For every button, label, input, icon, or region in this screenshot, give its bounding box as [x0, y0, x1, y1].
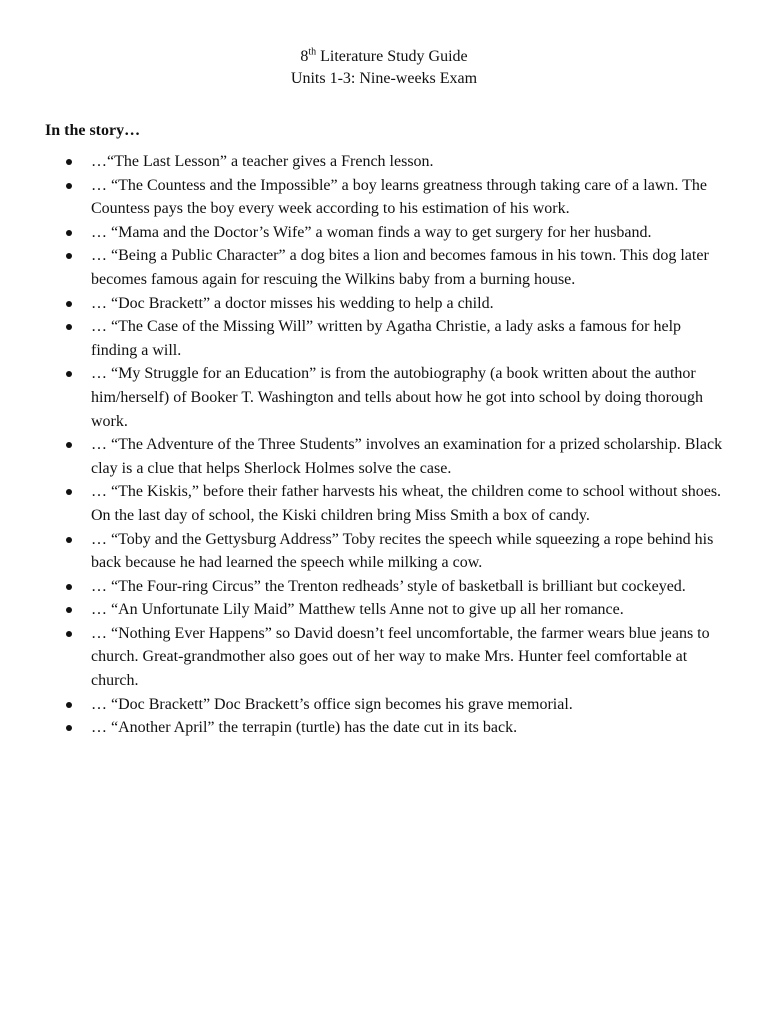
bullet-icon	[66, 725, 72, 731]
bullet-icon	[66, 631, 72, 637]
list-item	[66, 433, 726, 480]
bullet-icon	[66, 442, 72, 448]
list-item	[66, 221, 726, 245]
bullet-icon	[66, 702, 72, 708]
document-subtitle: Units 1-3: Nine-weeks Exam	[290, 70, 478, 87]
list-item	[66, 244, 726, 291]
bullet-icon	[66, 159, 72, 165]
document-header	[0, 46, 768, 90]
list-item	[66, 575, 726, 599]
bullet-list	[66, 150, 726, 740]
list-item-text: … “The Countess and the Impossible” a boy learns greatness through taking care of a lawn. The Countess pays the boy every week according to his estimation of his work.	[91, 176, 707, 218]
title-text: Literature Study Guide	[316, 48, 468, 65]
title-superscript: th	[308, 46, 317, 58]
list-item-text: … “Being a Public Character” a dog bites a lion and becomes famous in his town. This dog later becomes famous again for rescuing the Wilkins baby from a burning house.	[91, 247, 709, 288]
bullet-icon	[66, 489, 72, 495]
list-item	[66, 315, 726, 362]
section-heading: In the story…	[45, 122, 141, 139]
list-item	[66, 598, 726, 622]
title-number: 8	[300, 48, 309, 65]
bullet-icon	[66, 584, 72, 590]
list-item-text: … “The Four-ring Circus” the Trenton redheads’ style of basketball is brilliant but cockeyed.	[91, 577, 686, 595]
list-item-text: … “Nothing Ever Happens” so David doesn’t feel uncomfortable, the farmer wears blue jeans to church. Great-grandmother also goes out of her way to make Mrs. Hunter feel comfortable at church.	[91, 624, 710, 690]
list-item	[66, 716, 726, 740]
list-item-text: … “The Kiskis,” before their father harvests his wheat, the children come to school without shoes. On the last day of school, the Kiski children bring Miss Smith a box of candy.	[91, 483, 722, 524]
list-item-text: … “The Case of the Missing Will” written by Agatha Christie, a lady asks a famous for help finding a will.	[91, 318, 682, 359]
list-item-text: … “Doc Brackett” a doctor misses his wedding to help a child.	[91, 294, 494, 312]
list-item-text: … “The Adventure of the Three Students” involves an examination for a prized scholarship. Black clay is a clue that helps Sherlock Holmes solve the case.	[91, 436, 723, 477]
bullet-icon	[66, 253, 72, 259]
list-item	[66, 622, 726, 693]
list-item-text: … “Another April” the terrapin (turtle) has the date cut in its back.	[91, 719, 518, 737]
bullet-icon	[66, 230, 72, 236]
bullet-icon	[66, 607, 72, 613]
list-item	[66, 480, 726, 527]
bullet-icon	[66, 371, 72, 377]
document-title	[0, 46, 768, 68]
list-item	[66, 292, 726, 316]
list-item	[66, 693, 726, 717]
list-item	[66, 528, 726, 575]
list-item	[66, 150, 726, 174]
list-item-text: … “My Struggle for an Education” is from the autobiography (a book written about the author him/herself) of Booker T. Washington and tells about how he got into school by doing thorough work.	[91, 365, 703, 430]
bullet-icon	[66, 183, 72, 189]
list-item-text: … “Mama and the Doctor’s Wife” a woman finds a way to get surgery for her husband.	[91, 223, 652, 241]
bullet-icon	[66, 324, 72, 330]
list-item-text: … “Doc Brackett” Doc Brackett’s office sign becomes his grave memorial.	[91, 695, 573, 713]
list-item-text: … “An Unfortunate Lily Maid” Matthew tells Anne not to give up all her romance.	[91, 601, 624, 619]
bullet-icon	[66, 537, 72, 543]
list-item-text: …“The Last Lesson” a teacher gives a French lesson.	[91, 153, 434, 170]
list-item	[66, 174, 726, 221]
list-item-text: … “Toby and the Gettysburg Address” Toby recites the speech while squeezing a rope behind his back because he had learned the speech while milking a cow.	[91, 530, 714, 572]
list-item	[66, 362, 726, 433]
bullet-icon	[66, 301, 72, 307]
